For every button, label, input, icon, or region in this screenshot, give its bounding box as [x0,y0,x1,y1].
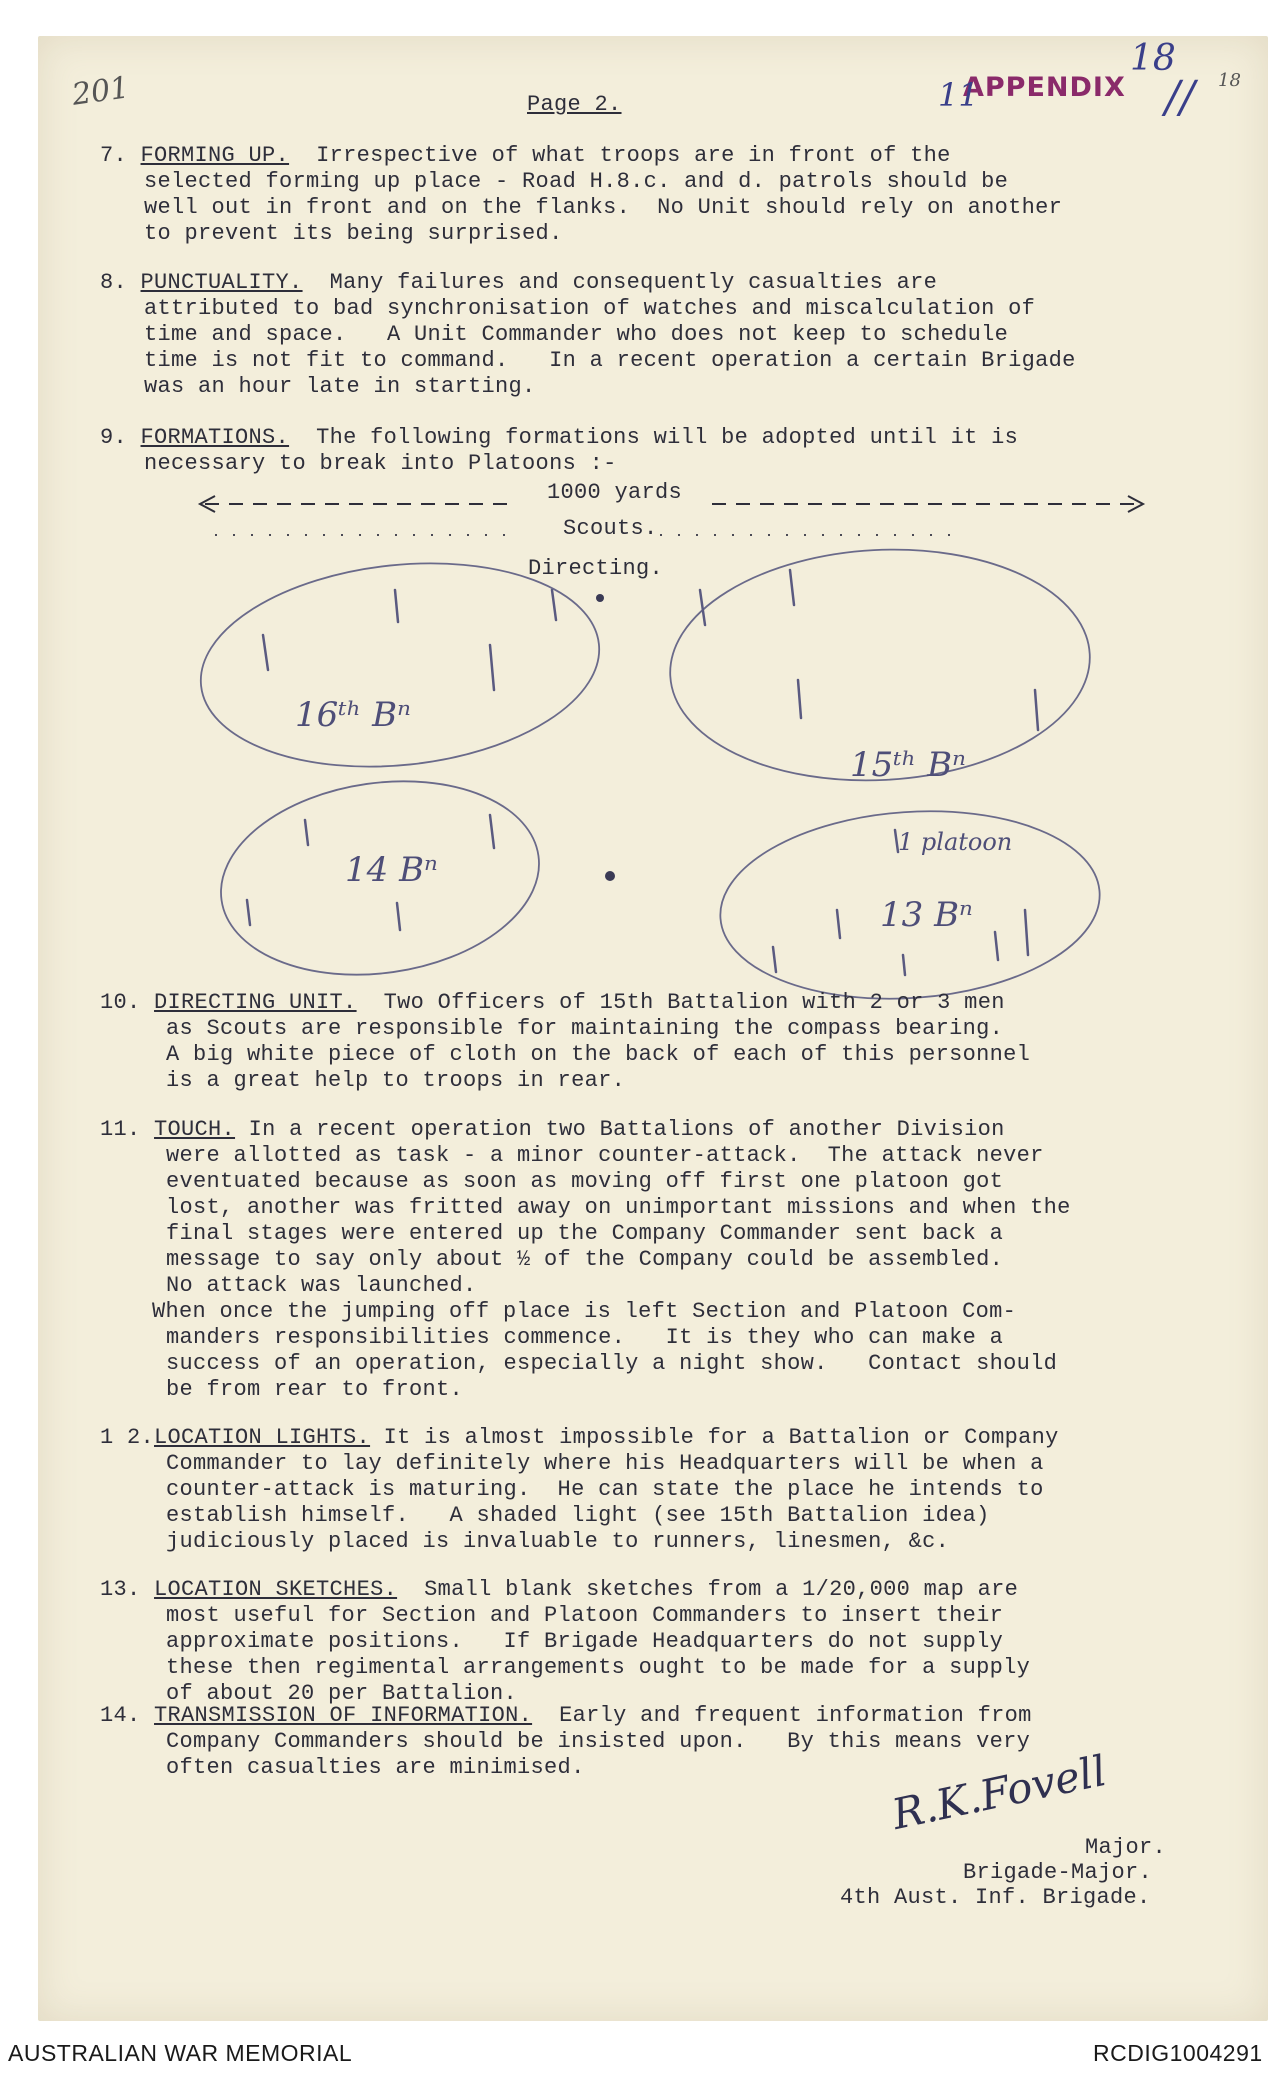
battalion-13-label: 13 Bⁿ [880,895,973,935]
section-heading: FORMING UP. [140,143,290,168]
section-text: to prevent its being surprised. [144,221,563,246]
archive-number: 201 [69,70,132,113]
section-number: 8. [100,270,128,295]
battalion-15-label: 15ᵗʰ Bⁿ [850,745,966,785]
appendix-number: 18 [1130,38,1176,79]
section-text: these then regimental arrangements ought to be made for a supply [166,1655,1031,1680]
section-text: as Scouts are responsible for maintaining the compass bearing. [166,1016,1004,1041]
section-touch [100,1117,1210,1403]
section-text: approximate positions. If Brigade Headquarters do not supply [166,1629,1004,1654]
section-text: time and space. A Unit Commander who does not keep to schedule [144,322,1009,347]
directing-marker [596,594,604,602]
section-number: 9. [100,425,128,450]
section-text: establish himself. A shaded light (see 15th Battalion idea) [166,1503,990,1528]
section-text: most useful for Section and Platoon Commanders to insert their [166,1603,1004,1628]
section-line [100,1703,1210,1729]
directing-label: Directing. [528,556,664,581]
section-text: Commander to lay definitely where his Headquarters will be when a [166,1451,1044,1476]
section-text: A big white piece of cloth on the back of each of this personnel [166,1042,1031,1067]
appendix-stamp: APPENDIX [963,72,1126,103]
section-heading: FORMATIONS. [140,425,290,450]
section-text: counter-attack is maturing. He can state the place he intends to [166,1477,1044,1502]
section-heading: TOUCH. [154,1117,236,1142]
section-text: The following formations will be adopted until it is [316,425,1019,450]
section-text: eventuated because as soon as moving off first one platoon got [166,1169,1004,1194]
section-text: manders responsibilities commence. It is they who can make a [166,1325,1004,1350]
section-text: No attack was launched. [166,1273,477,1298]
signature: R.K.Fovell [887,1745,1111,1839]
section-text: judiciously placed is invaluable to runners, linesmen, &c. [166,1529,950,1554]
section-number: 14. [100,1703,141,1728]
section-text: was an hour late in starting. [144,374,536,399]
scouts-label: Scouts. [563,516,658,541]
section-text: necessary to break into Platoons :- [144,451,617,476]
section-text: Two Officers of 15th Battalion with 2 or 3 men [383,990,1005,1015]
center-marker [605,871,615,881]
section-text: attributed to bad synchronisation of watches and miscalculation of [144,296,1036,321]
section-line [100,1425,1210,1451]
battalion-16-label: 16ᵗʰ Bⁿ [295,695,411,735]
section-heading: LOCATION LIGHTS. [154,1425,371,1450]
section-text: Early and frequent information from [559,1703,1032,1728]
section-number: 7. [100,143,128,168]
section-location-sketches [100,1577,1210,1707]
signature-unit: 4th Aust. Inf. Brigade. [840,1885,1151,1910]
slash-marks: 11 [938,76,979,114]
slash-marks-right: // [1165,72,1195,123]
section-text: often casualties are minimised. [166,1755,585,1780]
section-text: of about 20 per Battalion. [166,1681,518,1706]
signature-role: Brigade-Major. [963,1860,1153,1885]
section-line [100,990,1210,1016]
section-heading: TRANSMISSION OF INFORMATION. [154,1703,533,1728]
footer-id: RCDIG1004291 [1093,2040,1263,2066]
section-text: time is not fit to command. In a recent operation a certain Brigade [144,348,1076,373]
section-text: were allotted as task - a minor counter-attack. The attack never [166,1143,1044,1168]
section-heading: LOCATION SKETCHES. [154,1577,398,1602]
section-heading: DIRECTING UNIT. [154,990,357,1015]
section-text: In a recent operation two Battalions of another Division [248,1117,1005,1142]
section-text: Company Commanders should be insisted upon. By this means very [166,1729,1031,1754]
platoon-note: 1 platoon [898,828,1013,856]
section-number: 10. [100,990,141,1015]
battalion-14-label: 14 Bⁿ [345,850,438,890]
page-label: Page 2. [527,92,622,117]
section-text: lost, another was fritted away on unimportant missions and when the [166,1195,1071,1220]
section-number: 11. [100,1117,141,1142]
section-number: 1 2. [100,1425,155,1450]
section-text: When once the jumping off place is left Section and Platoon Com- [152,1299,1017,1324]
section-text: message to say only about ½ of the Company could be assembled. [166,1247,1004,1272]
signature-rank: Major. [1085,1835,1167,1860]
section-location-lights [100,1425,1210,1555]
section-text: final stages were entered up the Company Commander sent back a [166,1221,1004,1246]
footer-source: AUSTRALIAN WAR MEMORIAL [8,2040,353,2066]
section-text: It is almost impossible for a Battalion or Company [383,1425,1059,1450]
section-text: is a great help to troops in rear. [166,1068,626,1093]
section-line [100,1117,1210,1143]
section-number: 13. [100,1577,141,1602]
section-text: Small blank sketches from a 1/20,000 map are [424,1577,1019,1602]
section-text: Many failures and consequently casualties are [329,270,938,295]
section-directing-unit [100,990,1210,1094]
distance-label: 1000 yards [547,480,683,505]
corner-number: 18 [1218,70,1241,91]
section-text: Irrespective of what troops are in front of the [316,143,951,168]
section-text: selected forming up place - Road H.8.c. and d. patrols should be [144,169,1009,194]
section-heading: PUNCTUALITY. [140,270,303,295]
section-text: well out in front and on the flanks. No Unit should rely on another [144,195,1063,220]
section-line [100,1577,1210,1603]
section-text: be from rear to front. [166,1377,464,1402]
section-text: success of an operation, especially a night show. Contact should [166,1351,1058,1376]
